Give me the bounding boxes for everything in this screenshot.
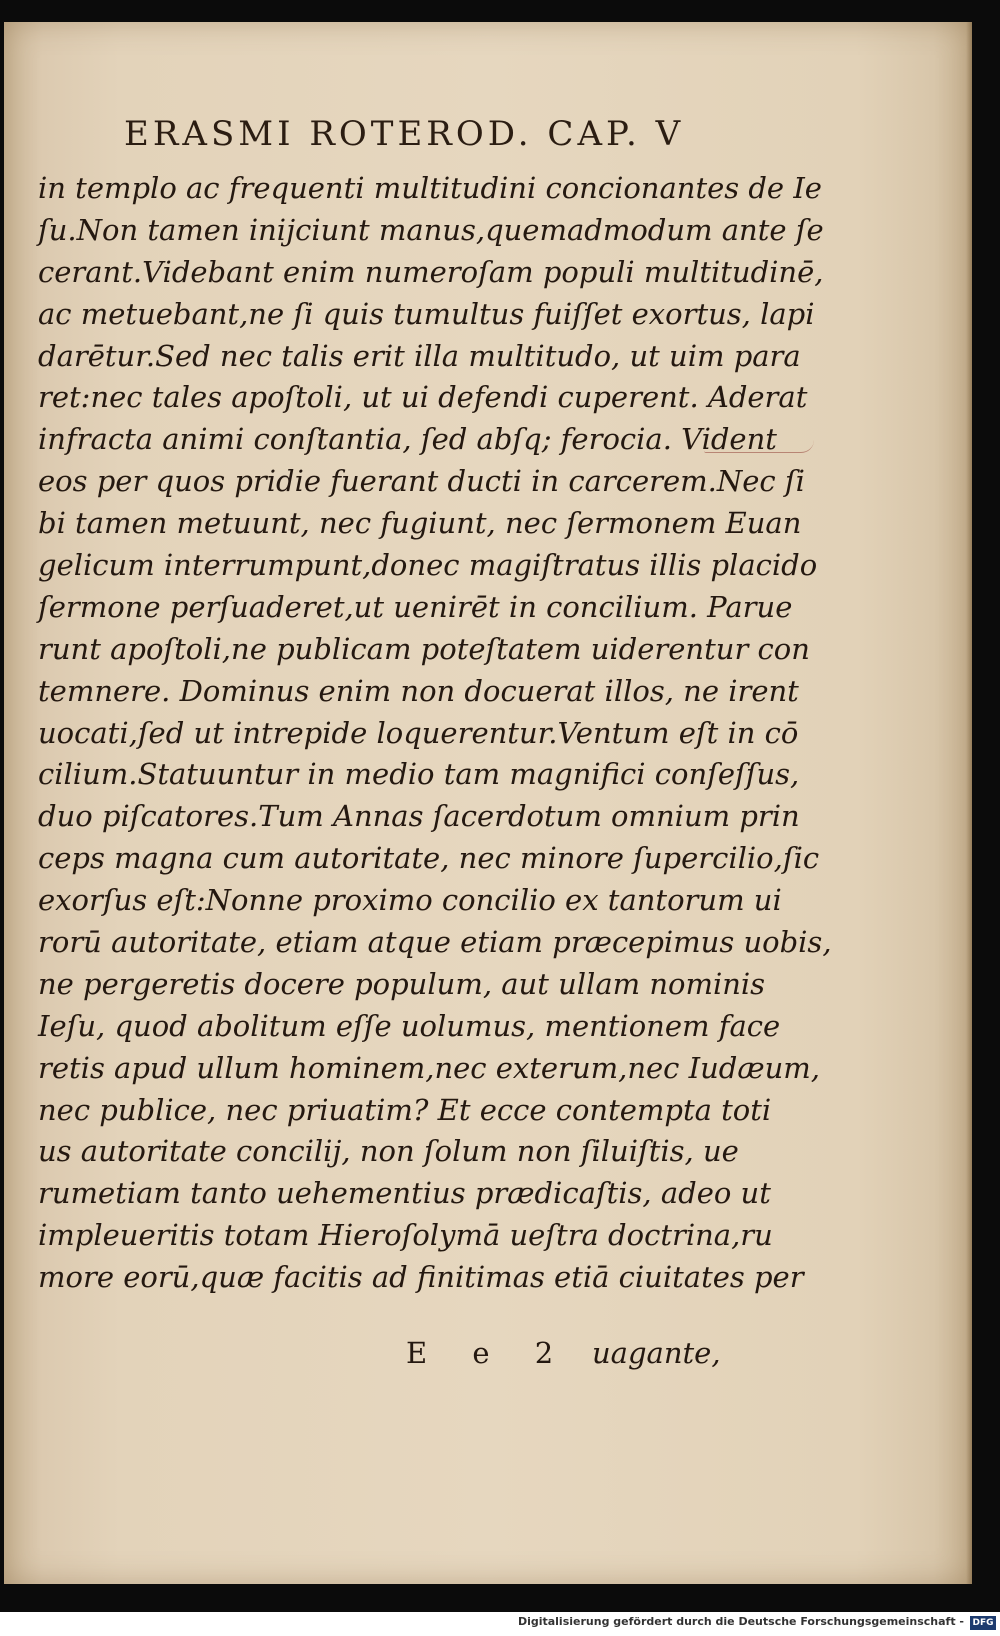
page-footer — [4, 1336, 972, 1380]
text-line: ſermone perſuaderet,ut uenirēt in concilium. Parue — [38, 589, 793, 624]
text-line: bi tamen metuunt, nec fugiunt, nec ſermonem Euan — [38, 506, 802, 541]
signature-mark: E e 2 — [406, 1336, 572, 1370]
text-line: cilium.Statuuntur in medio tam magnifici conſeſſus, — [38, 757, 800, 792]
catchword: uagante, — [592, 1336, 721, 1370]
text-line: us autoritate concilij, non ſolum non ſiluiſtis, ue — [38, 1134, 739, 1169]
credit-bar — [0, 1612, 1000, 1636]
text-line: runt apoſtoli,ne publicam poteſtatem uiderentur con — [38, 631, 810, 666]
text-line: ne pergeretis docere populum, aut ullam nominis — [38, 966, 766, 1001]
text-line: nec publice, nec priuatim? Et ecce contempta toti — [38, 1092, 772, 1127]
dfg-logo: DFG — [970, 1616, 996, 1630]
funding-credit: Digitalisierung gefördert durch die Deutsche Forschungsgemeinschaft - — [517, 1615, 964, 1628]
text-line: temnere. Dominus enim non docuerat illos, ne irent — [38, 673, 799, 708]
text-line: darētur.Sed nec talis erit illa multitudo, ut uim para — [38, 338, 801, 373]
text-line: exorſus eſt:Nonne proximo concilio ex tantorum ui — [38, 883, 782, 918]
text-line: in templo ac frequenti multitudini concionantes de Ie — [38, 171, 822, 205]
text-line: ceps magna cum autoritate, nec minore ſupercilio,ſic — [38, 841, 820, 876]
text-line: retis apud ullum hominem,nec exterum,nec Iudæum, — [38, 1050, 820, 1085]
text-line: Ieſu, quod abolitum eſſe uolumus, mentionem face — [38, 1008, 781, 1043]
text-line: ret:nec tales apoſtoli, ut ui defendi cuperent. Aderat — [38, 380, 808, 415]
text-block — [38, 168, 832, 1299]
text-line: rorū autoritate, etiam atque etiam præcepimus uobis, — [38, 925, 832, 960]
book-page — [4, 22, 972, 1584]
text-line: duo piſcatores.Tum Annas ſacerdotum omnium prin — [38, 799, 800, 834]
text-line: gelicum interrumpunt,donec magiſtratus illis placido — [38, 548, 818, 583]
text-line: ac metuebant,ne ſi quis tumultus fuiſſet exortus, lapi — [38, 296, 815, 331]
text-line: eos per quos pridie fuerant ducti in carcerem.Nec ſi — [38, 464, 805, 499]
text-line: uocati,ſed ut intrepide loquerentur.Ventum eſt in cō — [38, 715, 799, 750]
text-line: ſu.Non tamen inijciunt manus,quemadmodum ante ſe — [38, 212, 824, 247]
text-line: rumetiam tanto uehementius prædicaſtis, adeo ut — [38, 1176, 771, 1211]
running-head: ERASMI ROTEROD. CAP. V — [124, 114, 685, 154]
text-line: cerant.Videbant enim numeroſam populi multitudinē, — [38, 254, 824, 289]
text-line: impleueritis totam Hieroſolymā ueſtra doctrina,ru — [38, 1218, 773, 1253]
text-line: more eorū,quæ facitis ad finitimas etiā ciuitates per — [38, 1260, 804, 1295]
text-line: infracta animi conſtantia, ſed abſq; ferocia. Vident — [38, 422, 777, 457]
